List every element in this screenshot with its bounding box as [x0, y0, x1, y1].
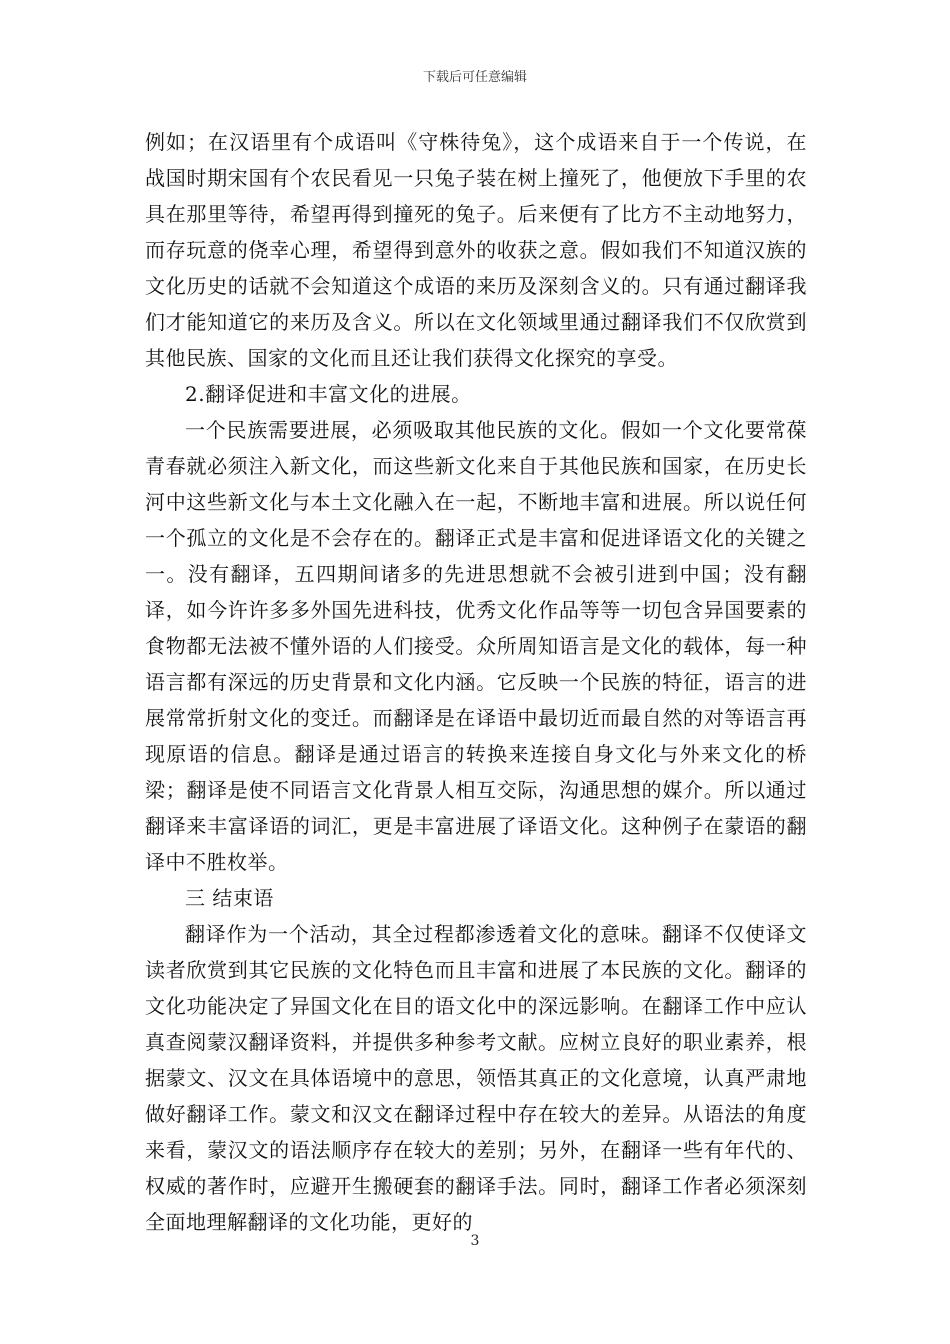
document-body	[145, 124, 807, 1240]
paragraph-conclusion: 翻译作为一个活动，其全过程都渗透着文化的意味。翻译不仅使译文读者欣赏到其它民族的文化特色而且丰富和进展了本民族的文化。翻译的文化功能决定了异国文化在目的语文化中的深远影响。在翻译工作中应认真查阅蒙汉翻译资料，并提供多种参考文献。应树立良好的职业素养，根据蒙文、汉文在具体语境中的意思，领悟其真正的文化意境，认真严肃地做好翻译工作。蒙文和汉文在翻译过程中存在较大的差异。从语法的角度来看，蒙汉文的语法顺序存在较大的差别；另外，在翻译一些有年代的、权威的著作时，应避开生搬硬套的翻译手法。同时，翻译工作者必须深刻全面地理解翻译的文化功能，更好的	[145, 922, 807, 1234]
page-number: 3	[470, 1233, 480, 1249]
paragraph-continued: 例如；在汉语里有个成语叫《守株待兔》，这个成语来自于一个传说，在战国时期宋国有个农民看见一只兔子装在树上撞死了，他便放下手里的农具在那里等待，希望再得到撞死的兔子。后来便有了比方不主动地努力，而存玩意的侥幸心理，希望得到意外的收获之意。假如我们不知道汉族的文化历史的话就不会知道这个成语的来历及深刻含义的。只有通过翻译我们才能知道它的来历及含义。所以在文化领域里通过翻译我们不仅欣赏到其他民族、国家的文化而且还让我们获得文化探究的享受。	[145, 130, 807, 370]
section-heading-2: 2.翻译促进和丰富文化的进展。	[185, 382, 472, 406]
page-header: 下载后可任意编辑	[422, 70, 527, 85]
section-heading-conclusion: 三 结束语	[185, 886, 274, 910]
paragraph-culture-development: 一个民族需要进展，必须吸取其他民族的文化。假如一个文化要常葆青春就必须注入新文化，而这些新文化来自于其他民族和国家，在历史长河中这些新文化与本土文化融入在一起，不断地丰富和进展。所以说任何一个孤立的文化是不会存在的。翻译正式是丰富和促进译语文化的关键之一。没有翻译，五四期间诸多的先进思想就不会被引进到中国；没有翻译，如今许许多多外国先进科技，优秀文化作品等等一切包含异国要素的食物都无法被不懂外语的人们接受。众所周知语言是文化的载体，每一种语言都有深远的历史背景和文化内涵。它反映一个民族的特征，语言的进展常常折射文化的变迁。而翻译是在译语中最切近而最自然的对等语言再现原语的信息。翻译是通过语言的转换来连接自身文化与外来文化的桥梁；翻译是使不同语言文化背景人相互交际，沟通思想的媒介。所以通过翻译来丰富译语的词汇，更是丰富进展了译语文化。这种例子在蒙语的翻译中不胜枚举。	[145, 418, 807, 874]
